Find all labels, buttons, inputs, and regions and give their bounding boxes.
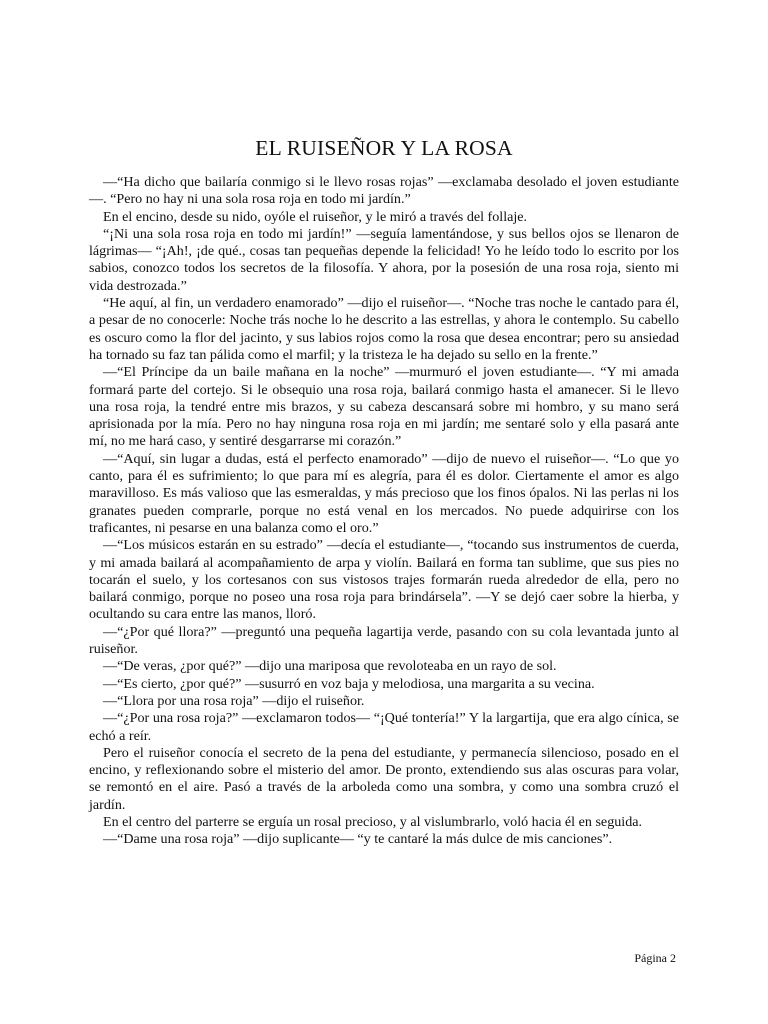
paragraph: —“El Príncipe da un baile mañana en la noche” —murmuró el joven estudiante—. “Y mi amada formará parte del cortejo. Si le obsequio una rosa roja, bailará conmigo hasta el amanecer. Si le llevo una rosa roja, la tendré entre mis brazos, y su cabeza descansará sobre mi hombro, y su mano será aprisionada por la mía. Pero no hay ninguna rosa roja en mi jardín; me sentaré solo y ella pasará ante mí, no me hará caso, y sentiré desgarrarse mi corazón.” — [89, 364, 679, 450]
paragraph: En el centro del parterre se erguía un rosal precioso, y al vislumbrarlo, voló hacia él en seguida. — [103, 813, 643, 830]
paragraph: —“Aquí, sin lugar a dudas, está el perfecto enamorado” —dijo de nuevo el ruiseñor—. “Lo que yo canto, para él es sufrimiento; lo que para mí es alegría, para él es dolor. Ciertamente el amor es algo maravilloso. Es más valioso que las esmeraldas, y más precioso que los finos ópalos. Ni las perlas ni los granates pueden comprarle, porque no está venal en los mercados. No puede adquirirse con los traficantes, ni pesarse en una balanza como el oro.” — [89, 450, 679, 536]
paragraph: —“De veras, ¿por qué?” —dijo una mariposa que revoloteaba en un rayo de sol. — [103, 658, 557, 675]
paragraph: —“Llora por una rosa roja” —dijo el ruiseñor. — [103, 692, 365, 709]
document-title: EL RUISEÑOR Y LA ROSA — [255, 136, 513, 160]
paragraph: —“Los músicos estarán en su estrado” —decía el estudiante—, “tocando sus instrumentos de cuerda, y mi amada bailará al acompañamiento de arpa y violín. Bailará en forma tan sublime, que sus pies no tocarán el suelo, y los cortesanos con sus vistosos trajes formarán rueda alrededor de ella, pero no bailará conmigo, porque no poseo una rosa roja para brindársela”. —Y se dejó caer sobre la hierba, y ocultando su cara entre las manos, lloró. — [89, 537, 679, 623]
paragraph: En el encino, desde su nido, oyóle el ruiseñor, y le miró a través del follaje. — [103, 208, 528, 225]
page-number: Página 2 — [634, 951, 676, 965]
paragraph: Pero el ruiseñor conocía el secreto de la pena del estudiante, y permanecía silencioso, posado en el encino, y reflexionando sobre el misterio del amor. De pronto, extendiendo sus alas oscuras para volar, se remontó en el aire. Pasó a través de la arboleda como una sombra, y como una sombra cruzó el jardín. — [89, 744, 679, 813]
paragraph: —“Es cierto, ¿por qué?” —susurró en voz baja y melodiosa, una margarita a su vecina. — [103, 675, 595, 692]
paragraph: —“¿Por una rosa roja?” —exclamaron todos— “¡Qué tontería!” Y la largartija, que era algo cínica, se echó a reír. — [89, 710, 679, 744]
document-body — [89, 174, 679, 849]
paragraph: —“Dame una rosa roja” —dijo suplicante— “y te cantaré la más dulce de mis canciones”. — [103, 831, 613, 848]
paragraph: —“¿Por qué llora?” —preguntó una pequeña lagartija verde, pasando con su cola levantada junto al ruiseñor. — [89, 623, 679, 658]
paragraph: “¡Ni una sola rosa roja en todo mi jardín!” —seguía lamentándose, y sus bellos ojos se llenaron de lágrimas— “¡Ah!, ¡de qué., cosas tan pequeñas depende la felicidad! Yo he leído todo lo escrito por los sabios, conozco todos los secretos de la filosofía. Y ahora, por la posesión de una rosa roja, siento mi vida destrozada.” — [89, 225, 679, 294]
paragraph: —“Ha dicho que bailaría conmigo si le llevo rosas rojas” —exclamaba desolado el joven estudiante—. “Pero no hay ni una sola rosa roja en todo mi jardín.” — [89, 174, 679, 208]
paragraph: “He aquí, al fin, un verdadero enamorado” —dijo el ruiseñor—. “Noche tras noche le cantado para él, a pesar de no conocerle: Noche trás noche lo he descrito a las estrellas, y ahora le contemplo. Su cabello es oscuro como la flor del jacinto, y sus labios rojos como la rosa que desea encontrar; pero su ansiedad ha tornado su faz tan pálida como el marfil; y la tristeza le ha dejado su sello en la frente.” — [89, 295, 679, 363]
